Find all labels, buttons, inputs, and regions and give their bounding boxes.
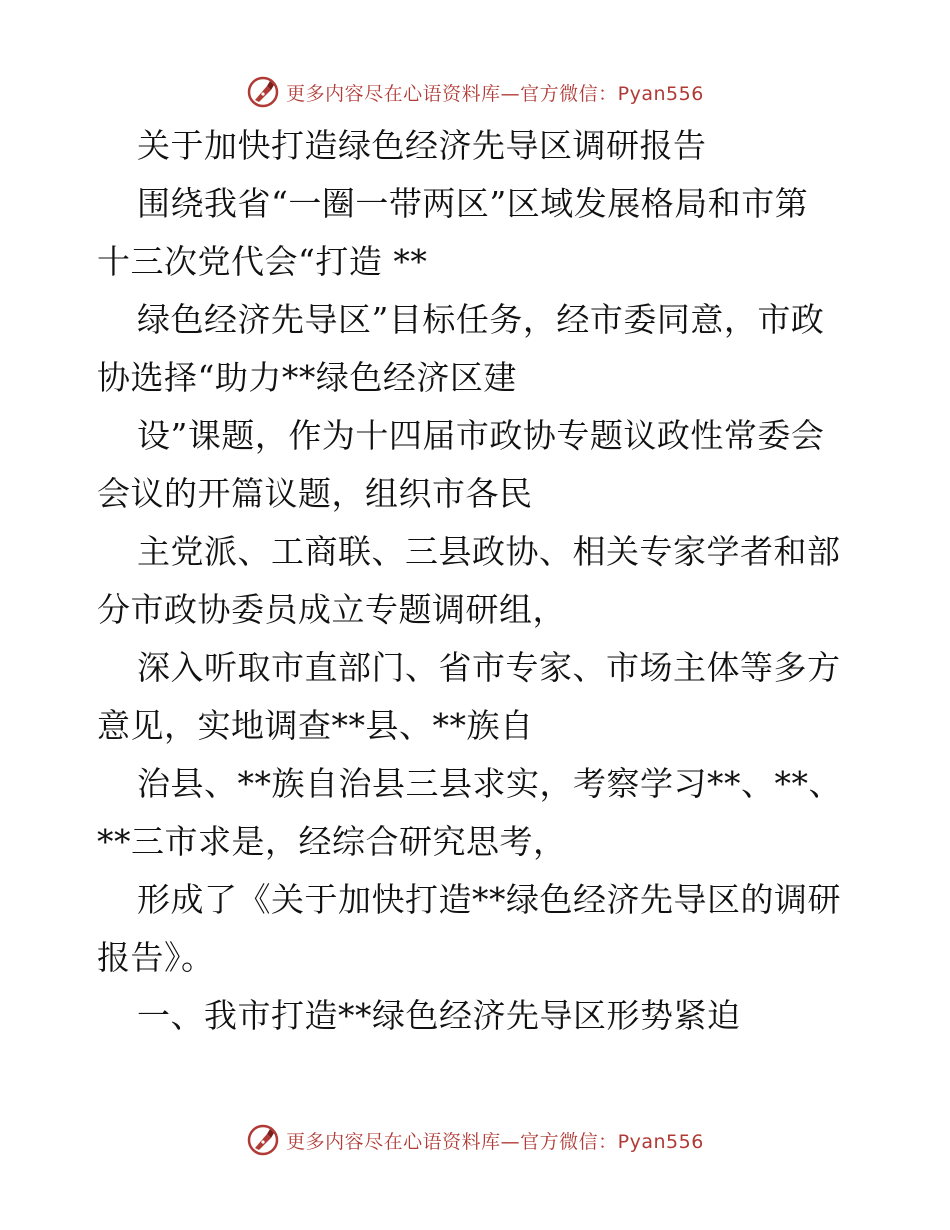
- document-body: [97, 117, 857, 1045]
- footer-watermark: [0, 1118, 950, 1162]
- paragraph-line: 深入听取市直部门、省市专家、市场主体等多方: [137, 648, 841, 687]
- paragraph-line: 意见，实地调查**县、**族自: [97, 706, 534, 745]
- pen-nib-logo-icon: [246, 1123, 280, 1157]
- paragraph-line: 主党派、工商联、三县政协、相关专家学者和部: [137, 532, 841, 571]
- paragraph-line: 围绕我省“一圈一带两区”区域发展格局和市第: [137, 184, 809, 223]
- paragraph-line: 分市政协委员成立专题调研组，: [97, 590, 566, 629]
- watermark-text: 更多内容尽在心语资料库—官方微信：Pyan556: [286, 82, 704, 105]
- document-title: 关于加快打造绿色经济先导区调研报告: [137, 126, 707, 165]
- paragraph-line: **三市求是，经综合研究思考，: [97, 822, 567, 861]
- watermark-text: 更多内容尽在心语资料库—官方微信：Pyan556: [286, 1130, 704, 1153]
- pen-nib-logo-icon: [246, 75, 280, 109]
- paragraph-line: 十三次党代会“打造 **: [97, 242, 428, 281]
- paragraph-line: 会议的开篇议题，组织市各民: [97, 474, 533, 513]
- paragraph-line: 设”课题，作为十四届市政协专题议政性常委会: [137, 416, 825, 455]
- paragraph-line: 协选择“助力**绿色经济区建: [97, 358, 517, 397]
- paragraph-line: 治县、**族自治县三县求实，考察学习**、**、: [137, 764, 842, 803]
- paragraph-line: 形成了《关于加快打造**绿色经济先导区的调研: [137, 880, 841, 919]
- section-heading: 一、我市打造**绿色经济先导区形势紧迫: [137, 996, 741, 1035]
- paragraph-line: 绿色经济先导区”目标任务，经市委同意，市政: [137, 300, 825, 339]
- paragraph-line: 报告》。: [97, 938, 215, 977]
- header-watermark: [0, 70, 950, 114]
